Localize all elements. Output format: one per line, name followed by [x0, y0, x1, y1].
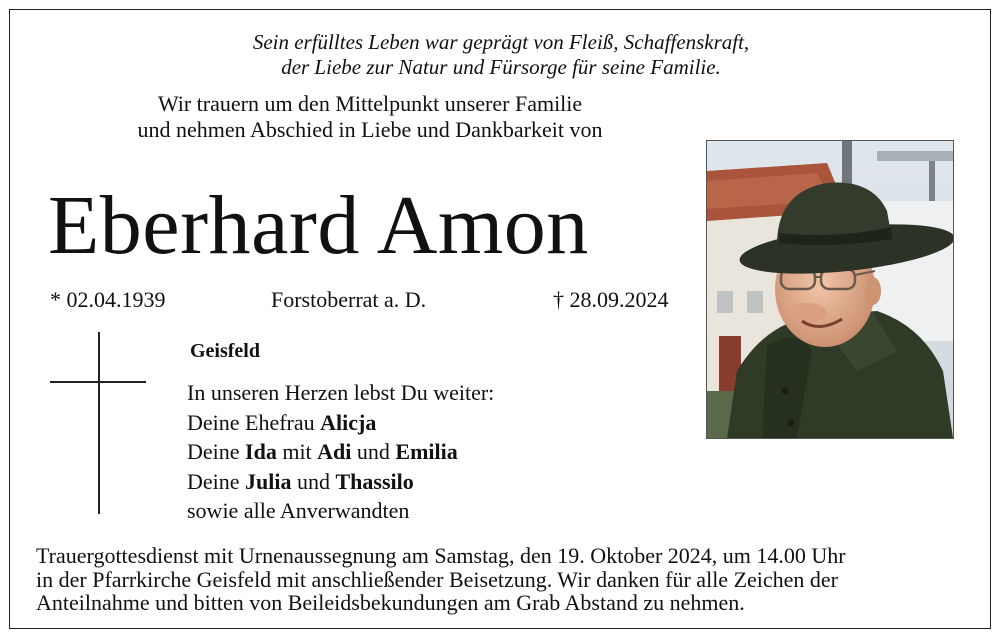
place-name: Geisfeld	[190, 340, 260, 362]
motto-line-2: der Liebe zur Natur und Fürsorge für seine Familie.	[281, 55, 721, 79]
mourners-list	[187, 378, 494, 526]
deceased-name: Eberhard Amon	[48, 179, 589, 272]
death-date: † 28.09.2024	[553, 287, 669, 312]
mourner-line: sowie alle Anverwandten	[187, 498, 410, 523]
cross-icon	[98, 332, 100, 514]
mourner-line: Deine Ehefrau Alicja	[187, 409, 377, 435]
service-line-3: Anteilnahme und bitten von Beileidsbekundungen am Grab Abstand zu nehmen.	[36, 590, 745, 615]
intro-line-1: Wir trauern um den Mittelpunkt unserer Familie	[157, 91, 583, 116]
mourner-line: Deine Ida mit Adi und Emilia	[187, 439, 458, 464]
mourners-heading: In unseren Herzen lebst Du weiter:	[187, 380, 495, 405]
portrait-photo	[706, 140, 954, 439]
birth-date: * 02.04.1939	[50, 287, 166, 312]
motto-line-1: Sein erfülltes Leben war geprägt von Fleiß, Schaffenskraft,	[252, 30, 750, 54]
intro-line-2: und nehmen Abschied in Liebe und Dankbarkeit von	[137, 117, 603, 142]
mourner-line: Deine Julia und Thassilo	[187, 468, 414, 494]
service-announcement	[36, 544, 976, 615]
cross-icon-bar	[50, 381, 146, 383]
service-line-2: in der Pfarrkirche Geisfeld mit anschließender Beisetzung. Wir danken für alle Zeichen der	[36, 566, 839, 592]
notice-frame	[9, 9, 991, 629]
service-line-1: Trauergottesdienst mit Urnenaussegnung am Samstag, den 19. Oktober 2024, um 14.00 Uhr	[36, 543, 846, 568]
deceased-title: Forstoberrat a. D.	[271, 287, 427, 312]
